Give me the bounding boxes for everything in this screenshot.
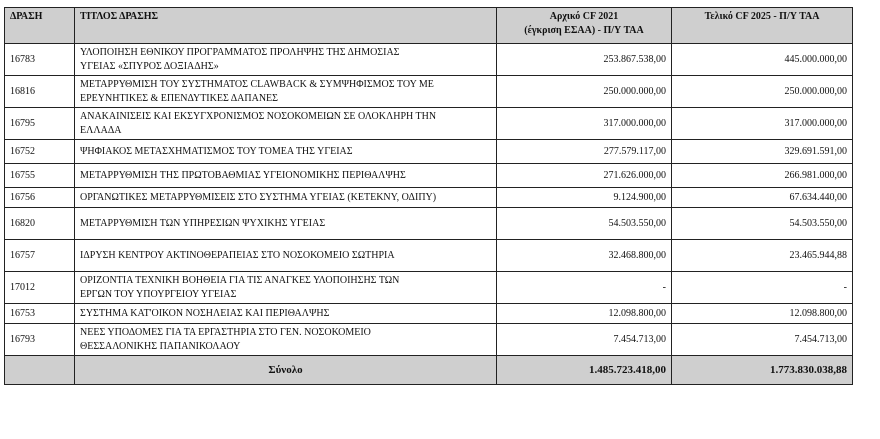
table-row bbox=[5, 108, 853, 140]
row-title-line2: ΥΓΕΙΑΣ «ΣΠΥΡΟΣ ΔΟΞΙΑΔΗΣ» bbox=[80, 60, 219, 72]
row-title-line1: ΣΥΣΤΗΜΑ ΚΑΤ'ΟΙΚΟΝ ΝΟΣΗΛΕΙΑΣ ΚΑΙ ΠΕΡΙΘΑΛΨΗΣ bbox=[80, 307, 330, 319]
row-code: 16755 bbox=[5, 164, 75, 188]
row-title bbox=[75, 140, 497, 164]
header-title: ΤΙΤΛΟΣ ΔΡΑΣΗΣ bbox=[75, 8, 497, 44]
row-final: 317.000.000,00 bbox=[672, 108, 853, 140]
row-code: 16795 bbox=[5, 108, 75, 140]
row-code: 16793 bbox=[5, 324, 75, 356]
header-initial-line1: Αρχικό CF 2021 bbox=[549, 11, 619, 22]
row-title-line1: ΜΕΤΑΡΡΥΘΜΙΣΗ ΤΗΣ ΠΡΩΤΟΒΑΘΜΙΑΣ ΥΓΕΙΟΝΟΜΙΚΗΣ ΠΕΡΙΘΑΛΨΗΣ bbox=[80, 169, 406, 181]
table-row bbox=[5, 164, 853, 188]
row-final: 23.465.944,88 bbox=[672, 240, 853, 272]
row-title-line1: ΝΕΕΣ ΥΠΟΔΟΜΕΣ ΓΙΑ ΤΑ ΕΡΓΑΣΤΗΡΙΑ ΣΤΟ ΓΕΝ. ΝΟΣΟΚΟΜΕΙΟ bbox=[80, 326, 371, 338]
row-title bbox=[75, 304, 497, 324]
row-title bbox=[75, 188, 497, 208]
total-label: Σύνολο bbox=[75, 356, 497, 385]
header-initial-line2: (έγκριση ΕΣΑΑ) - Π/Υ ΤΑΑ bbox=[524, 25, 644, 36]
row-code: 16752 bbox=[5, 140, 75, 164]
row-title-line2: ΕΡΕΥΝΗΤΙΚΕΣ & ΕΠΕΝΔΥΤΙΚΕΣ ΔΑΠΑΝΕΣ bbox=[80, 92, 278, 104]
row-title-line1: ΙΔΡΥΣΗ ΚΕΝΤΡΟΥ ΑΚΤΙΝΟΘΕΡΑΠΕΙΑΣ ΣΤΟ ΝΟΣΟΚΟΜΕΙΟ ΣΩΤΗΡΙΑ bbox=[80, 249, 395, 261]
row-title-line2: ΘΕΣΣΑΛΟΝΙΚΗΣ ΠΑΠΑΝΙΚΟΛΑΟΥ bbox=[80, 340, 241, 352]
total-initial: 1.485.723.418,00 bbox=[497, 356, 672, 385]
row-title bbox=[75, 164, 497, 188]
table-row bbox=[5, 240, 853, 272]
row-code: 16756 bbox=[5, 188, 75, 208]
row-final: 445.000.000,00 bbox=[672, 44, 853, 76]
row-title-line2: ΕΡΓΩΝ ΤΟΥ ΥΠΟΥΡΓΕΙΟΥ ΥΓΕΙΑΣ bbox=[80, 288, 237, 300]
total-final: 1.773.830.038,88 bbox=[672, 356, 853, 385]
row-title-line1: ΑΝΑΚΑΙΝΙΣΕΙΣ ΚΑΙ ΕΚΣΥΓΧΡΟΝΙΣΜΟΣ ΝΟΣΟΚΟΜΕΙΩΝ ΣΕ ΟΛΟΚΛΗΡΗ ΤΗΝ bbox=[80, 110, 437, 122]
row-title bbox=[75, 44, 497, 76]
row-title-line2: ΕΛΛΑΔΑ bbox=[80, 124, 122, 136]
row-final: 7.454.713,00 bbox=[672, 324, 853, 356]
row-initial: 9.124.900,00 bbox=[497, 188, 672, 208]
row-title-line1: ΥΛΟΠΟΙΗΣΗ ΕΘΝΙΚΟΥ ΠΡΟΓΡΑΜΜΑΤΟΣ ΠΡΟΛΗΨΗΣ ΤΗΣ ΔΗΜΟΣΙΑΣ bbox=[80, 46, 400, 58]
row-final: 12.098.800,00 bbox=[672, 304, 853, 324]
row-code: 16816 bbox=[5, 76, 75, 108]
row-code: 16757 bbox=[5, 240, 75, 272]
row-code: 17012 bbox=[5, 272, 75, 304]
header-code: ΔΡΑΣΗ bbox=[5, 8, 75, 44]
budget-table bbox=[4, 7, 853, 385]
row-title bbox=[75, 76, 497, 108]
table-row bbox=[5, 304, 853, 324]
table-row bbox=[5, 44, 853, 76]
table-row bbox=[5, 140, 853, 164]
table-row bbox=[5, 188, 853, 208]
row-initial: - bbox=[497, 272, 672, 304]
row-initial: 271.626.000,00 bbox=[497, 164, 672, 188]
row-initial: 250.000.000,00 bbox=[497, 76, 672, 108]
row-code: 16783 bbox=[5, 44, 75, 76]
table-row bbox=[5, 272, 853, 304]
row-title-line1: ΜΕΤΑΡΡΥΘΜΙΣΗ ΤΩΝ ΥΠΗΡΕΣΙΩΝ ΨΥΧΙΚΗΣ ΥΓΕΙΑΣ bbox=[80, 217, 326, 229]
row-initial: 7.454.713,00 bbox=[497, 324, 672, 356]
row-initial: 253.867.538,00 bbox=[497, 44, 672, 76]
row-title bbox=[75, 324, 497, 356]
row-initial: 277.579.117,00 bbox=[497, 140, 672, 164]
row-title bbox=[75, 108, 497, 140]
row-title bbox=[75, 208, 497, 240]
header-initial bbox=[497, 8, 672, 44]
table-row bbox=[5, 324, 853, 356]
row-final: 266.981.000,00 bbox=[672, 164, 853, 188]
row-initial: 54.503.550,00 bbox=[497, 208, 672, 240]
total-code-cell bbox=[5, 356, 75, 385]
row-initial: 317.000.000,00 bbox=[497, 108, 672, 140]
row-initial: 32.468.800,00 bbox=[497, 240, 672, 272]
row-final: - bbox=[672, 272, 853, 304]
table-row bbox=[5, 76, 853, 108]
row-final: 54.503.550,00 bbox=[672, 208, 853, 240]
row-title-line1: ΜΕΤΑΡΡΥΘΜΙΣΗ ΤΟΥ ΣΥΣΤΗΜΑΤΟΣ CLAWBACK & ΣΥΜΨΗΦΙΣΜΟΣ ΤΟΥ ΜΕ bbox=[80, 78, 434, 90]
row-initial: 12.098.800,00 bbox=[497, 304, 672, 324]
row-final: 329.691.591,00 bbox=[672, 140, 853, 164]
row-title-line1: ΟΡΓΑΝΩΤΙΚΕΣ ΜΕΤΑΡΡΥΘΜΙΣΕΙΣ ΣΤΟ ΣΥΣΤΗΜΑ ΥΓΕΙΑΣ (ΚΕΤΕΚΝΥ, ΟΔΙΠΥ) bbox=[80, 191, 437, 203]
header-final: Τελικό CF 2025 - Π/Υ ΤΑΑ bbox=[672, 8, 853, 44]
row-code: 16820 bbox=[5, 208, 75, 240]
total-row bbox=[5, 356, 853, 385]
row-title bbox=[75, 240, 497, 272]
row-title-line1: ΟΡΙΖΟΝΤΙΑ ΤΕΧΝΙΚΗ ΒΟΗΘΕΙΑ ΓΙΑ ΤΙΣ ΑΝΑΓΚΕΣ ΥΛΟΠΟΙΗΣΗΣ ΤΩΝ bbox=[80, 274, 400, 286]
row-code: 16753 bbox=[5, 304, 75, 324]
header-row bbox=[5, 8, 853, 44]
row-final: 250.000.000,00 bbox=[672, 76, 853, 108]
row-title-line1: ΨΗΦΙΑΚΟΣ ΜΕΤΑΣΧΗΜΑΤΙΣΜΟΣ ΤΟΥ ΤΟΜΕΑ ΤΗΣ ΥΓΕΙΑΣ bbox=[80, 145, 353, 157]
row-title bbox=[75, 272, 497, 304]
row-final: 67.634.440,00 bbox=[672, 188, 853, 208]
table-row bbox=[5, 208, 853, 240]
